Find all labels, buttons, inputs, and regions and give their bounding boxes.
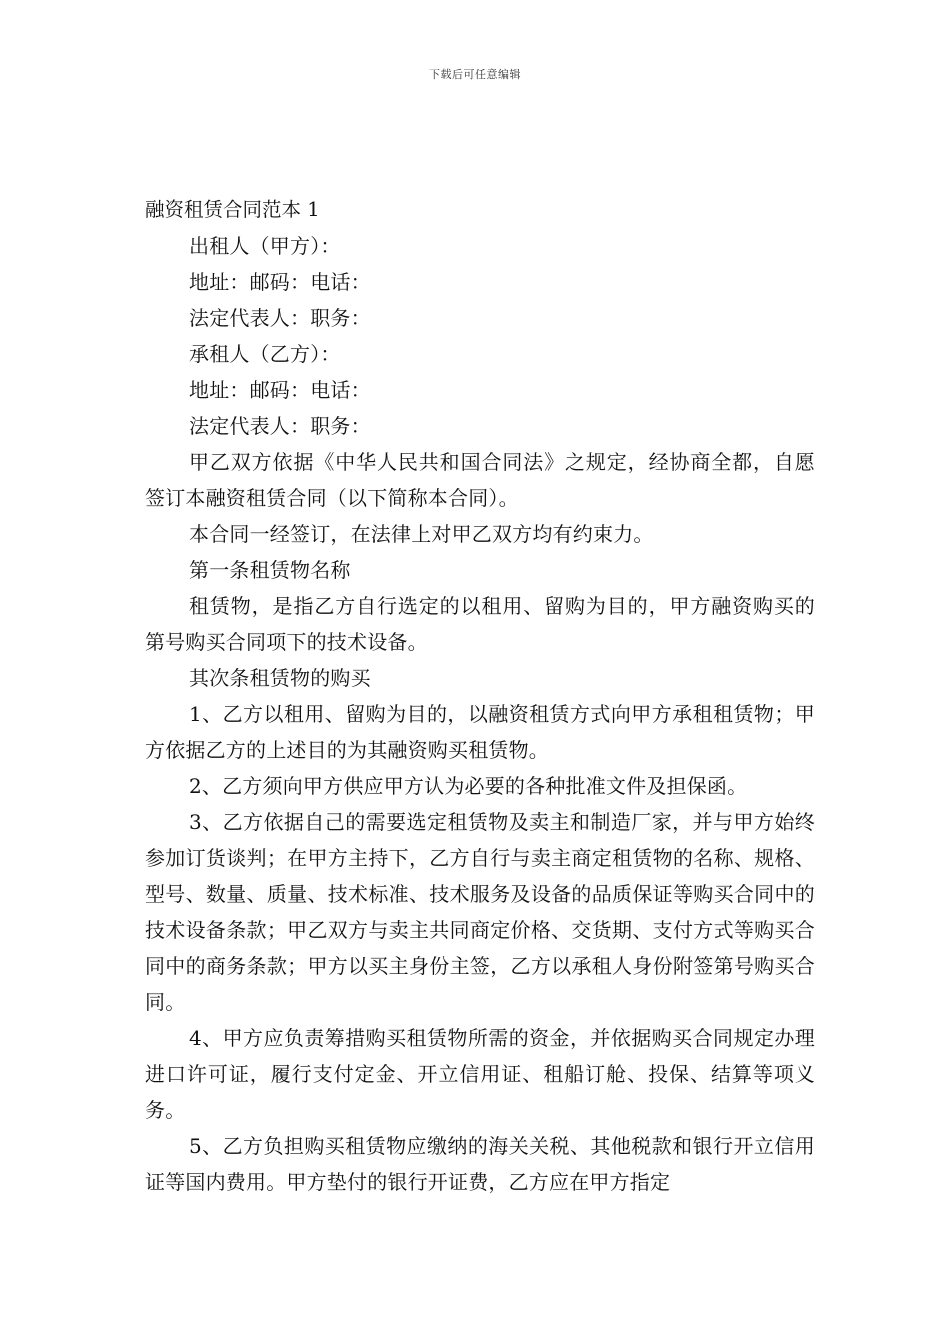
preamble-paragraph: 甲乙双方依据《中华人民共和国合同法》之规定，经协商全都，自愿签订本融资租赁合同（以下简称本合同）。 [145, 450, 815, 510]
article-1-paragraph: 租赁物，是指乙方自行选定的以租用、留购为目的，甲方融资购买的第号购买合同项下的技术设备。 [145, 594, 815, 654]
party-b-representative-line: 法定代表人：职务： [189, 414, 371, 438]
party-b-address-line: 地址：邮码：电话： [189, 378, 371, 402]
page-header-note: 下载后可任意编辑 [429, 68, 521, 81]
party-a-representative-line: 法定代表人：职务： [189, 306, 371, 330]
document-body [145, 192, 815, 1200]
party-b-label: 承租人（乙方）： [189, 342, 341, 366]
article-1-heading: 第一条租赁物名称 [189, 558, 351, 582]
article-2-clause-4: 4、甲方应负责筹措购买租赁物所需的资金，并依据购买合同规定办理进口许可证，履行支付定金、开立信用证、租船订舱、投保、结算等项义务。 [145, 1026, 815, 1122]
article-2-clause-5: 5、乙方负担购买租赁物应缴纳的海关关税、其他税款和银行开立信用证等国内费用。甲方垫付的银行开证费，乙方应在甲方指定 [145, 1134, 815, 1194]
document-title: 融资租赁合同范本 1 [145, 198, 320, 221]
article-2-heading: 其次条租赁物的购买 [189, 666, 371, 690]
article-2-clause-1: 1、乙方以租用、留购为目的，以融资租赁方式向甲方承租租赁物；甲方依据乙方的上述目的为其融资购买租赁物。 [145, 702, 815, 762]
party-a-label: 出租人（甲方）： [189, 234, 341, 258]
party-a-address-line: 地址：邮码：电话： [189, 270, 371, 294]
article-2-clause-2: 2、乙方须向甲方供应甲方认为必要的各种批准文件及担保函。 [189, 774, 748, 798]
binding-force-paragraph: 本合同一经签订，在法律上对甲乙双方均有约束力。 [189, 522, 654, 546]
article-2-clause-3: 3、乙方依据自己的需要选定租赁物及卖主和制造厂家，并与甲方始终参加订货谈判；在甲方主持下，乙方自行与卖主商定租赁物的名称、规格、型号、数量、质量、技术标准、技术服务及设备的品质保证等购买合同中的技术设备条款；甲乙双方与卖主共同商定价格、交货期、支付方式等购买合同中的商务条款；甲方以买主身份主签，乙方以承租人身份附签第号购买合同。 [145, 810, 815, 1014]
